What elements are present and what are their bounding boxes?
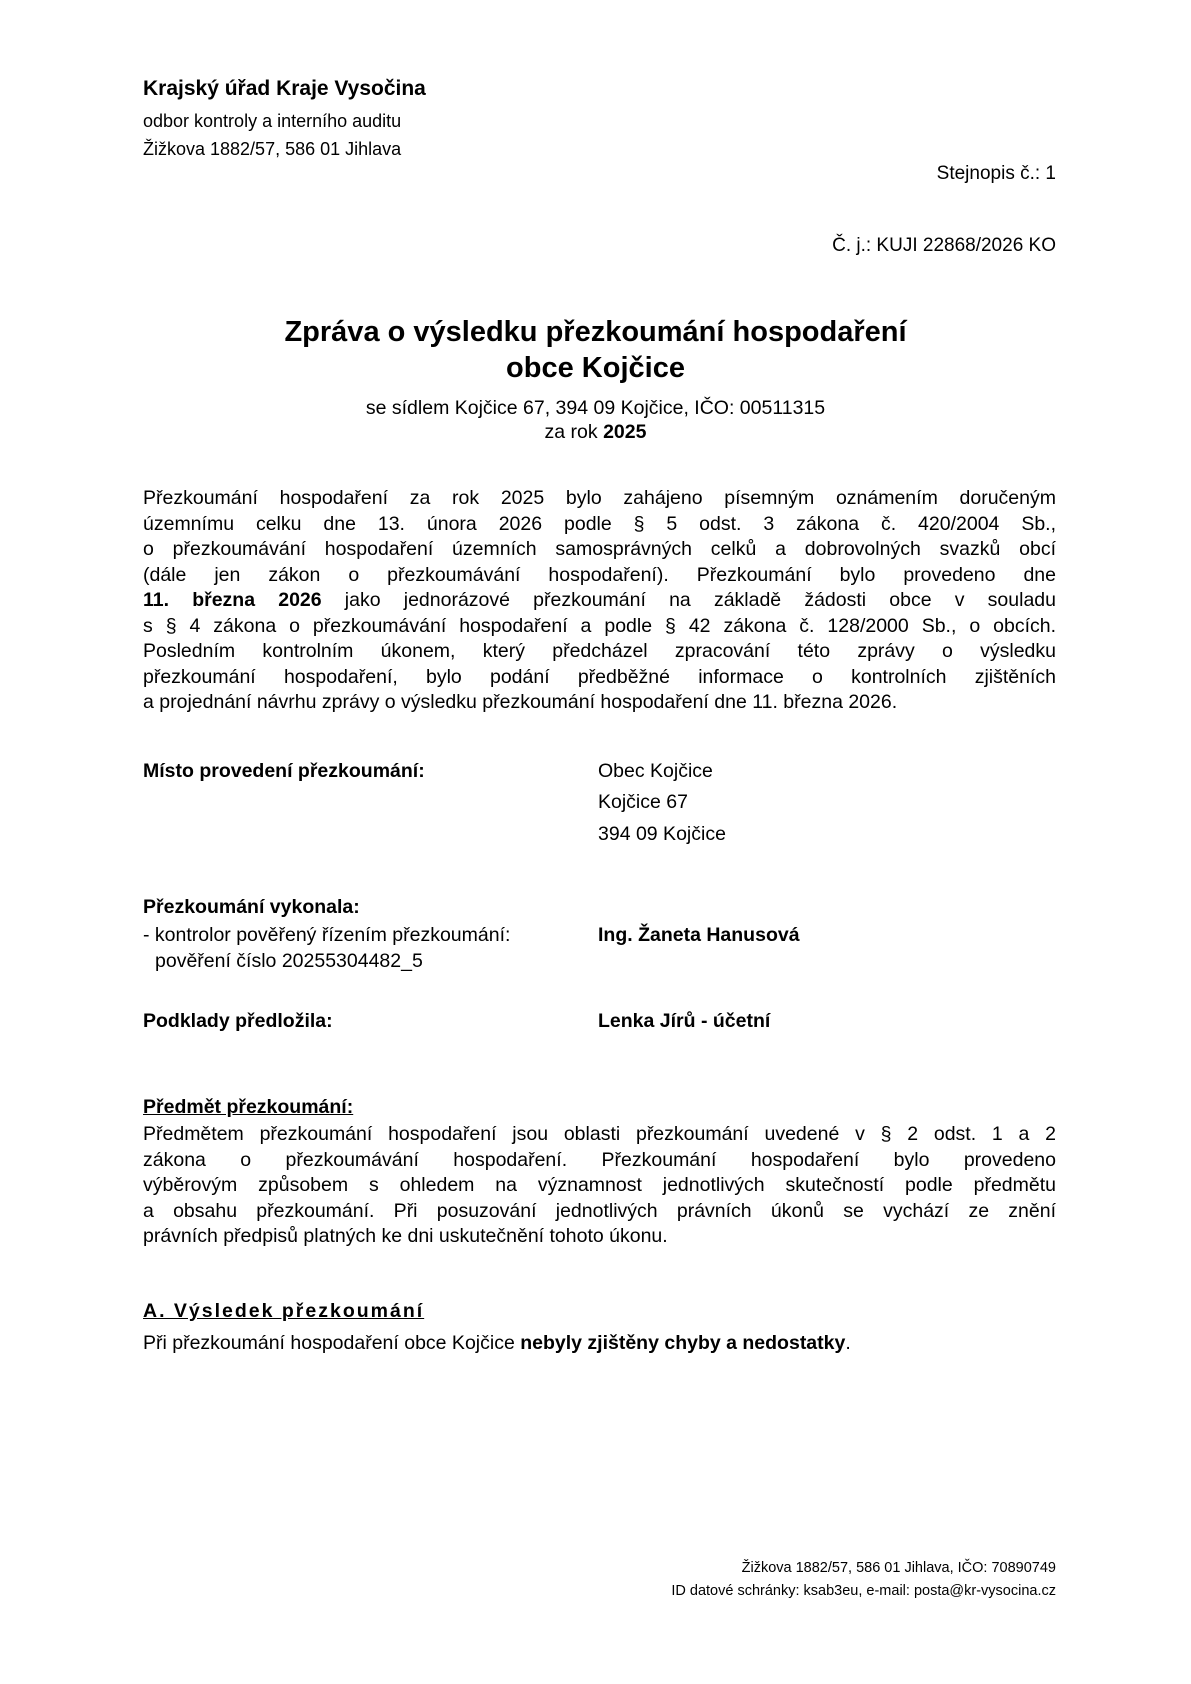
intro-line: Přezkoumání hospodaření za rok 2025 bylo zahájeno písemným oznámením doručeným [143, 487, 1056, 509]
intro-line: (dále jen zákon o přezkoumávání hospodaření). Přezkoumání bylo provedeno dne [143, 563, 1056, 586]
intro-line: a projednání návrhu zprávy o výsledku přezkoumání hospodaření dne 11. března 2026. [143, 691, 898, 713]
intro-paragraph [143, 486, 1056, 716]
footer-address: Žižkova 1882/57, 586 01 Jihlava, IČO: 70890749 [741, 1560, 1056, 1576]
municipality-seat: se sídlem Kojčice 67, 394 09 Kojčice, IČO: 00511315 [365, 397, 826, 419]
intro-line: územnímu celku dne 13. února 2026 podle § 5 odst. 3 zákona č. 420/2004 Sb., [143, 512, 1056, 535]
inspector-role: - kontrolor pověřený řízením přezkoumání: [143, 924, 511, 946]
place-line: Obec Kojčice [598, 760, 713, 782]
department-name: odbor kontroly a interního auditu [143, 111, 402, 131]
intro-line: s § 4 zákona o přezkoumávání hospodaření a podle § 42 zákona č. 128/2000 Sb., o obcích. [143, 614, 1056, 637]
subject-heading: Předmět přezkoumání: [143, 1096, 354, 1118]
result-text: Při přezkoumání hospodaření obce Kojčice nebyly zjištěny chyby a nedostatky. [143, 1332, 851, 1354]
intro-line: přezkoumání hospodaření, bylo podání předběžné informace o kontrolních zjištěních [143, 665, 1056, 688]
report-subject: obce Kojčice [506, 352, 685, 384]
organization-address: Žižkova 1882/57, 586 01 Jihlava [143, 139, 402, 159]
place-line: 394 09 Kojčice [598, 823, 726, 845]
footer-contact: ID datové schránky: ksab3eu, e-mail: posta@kr-vysocina.cz [671, 1583, 1056, 1599]
documents-submitter: Lenka Jírů - účetní [598, 1010, 771, 1032]
subject-line: zákona o přezkoumávání hospodaření. Přezkoumání hospodaření bylo provedeno [143, 1148, 1056, 1171]
report-year: za rok 2025 [544, 421, 647, 443]
result-heading: A. Výsledek přezkoumání [143, 1300, 425, 1322]
intro-line: o přezkoumávání hospodaření územních samosprávných celků a dobrovolných svazků obcí [143, 538, 1056, 560]
intro-line: Posledním kontrolním úkonem, který předcházel zpracování této zprávy o výsledku [143, 640, 1056, 662]
intro-line: 11. března 2026 jako jednorázové přezkoumání na základě žádosti obce v souladu [143, 589, 1056, 611]
subject-line: výběrovým způsobem s ohledem na významnost jednotlivých skutečností podle předmětu [143, 1174, 1056, 1196]
documents-label: Podklady předložila: [143, 1010, 333, 1032]
report-title: Zpráva o výsledku přezkoumání hospodaření [284, 316, 907, 348]
inspector-name: Ing. Žaneta Hanusová [598, 924, 800, 946]
place-label: Místo provedení přezkoumání: [143, 760, 425, 782]
place-line: Kojčice 67 [598, 791, 688, 813]
reference-number: Č. j.: KUJI 22868/2026 KO [832, 235, 1056, 256]
authorization-number: pověření číslo 20255304482_5 [155, 950, 423, 972]
subject-paragraph [143, 1122, 1056, 1250]
performed-label: Přezkoumání vykonala: [143, 896, 360, 918]
organization-name: Krajský úřad Kraje Vysočina [143, 77, 426, 100]
copy-number: Stejnopis č.: 1 [936, 163, 1056, 184]
subject-line: právních předpisů platných ke dni uskutečnění tohoto úkonu. [143, 1225, 668, 1247]
subject-line: Předmětem přezkoumání hospodaření jsou oblasti přezkoumání uvedené v § 2 odst. 1 a 2 [143, 1123, 1056, 1145]
subject-line: a obsahu přezkoumání. Při posuzování jednotlivých právních úkonů se vychází ze znění [143, 1199, 1056, 1222]
